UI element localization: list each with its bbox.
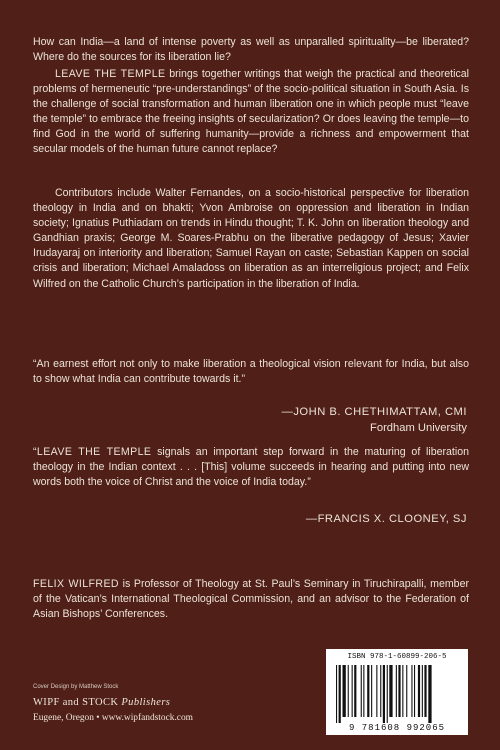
- book-description: [33, 67, 469, 158]
- bio-text: is Professor of Theology at St. Paul’s Seminary in Tiruchirapalli, member of the Vatican’s International Theological Commission, and an advisor to the Federation of Asian Bishops’ Conferences.: [33, 578, 469, 621]
- barcode: [326, 649, 468, 735]
- publisher-logo: WIPF and STOCK Publishers: [33, 697, 171, 708]
- book-title: LEAVE THE TEMPLE: [55, 68, 166, 80]
- isbn-label: ISBN 978-1-60899-206-5: [347, 653, 447, 661]
- description-text: brings together writings that weigh the practical and theoretical problems of hermeneutic “pre-understandings” of the socio-political situation in South Asia. Is the challenge of social transformation and human liberation one in which people must “leave the temple” to embrace the freeing insights of secularization? Or does leaving the temple—to find God in the world of suffering humanity—provide a richness and empowerment that secular models of the human future cannot replace?: [33, 68, 469, 156]
- publisher-location: Eugene, Oregon • www.wipfandstock.com: [33, 713, 193, 723]
- endorsement-quote-1: “An earnest effort not only to make liberation a theological vision relevant for India, but also to show what India can contribute towards it.”: [33, 358, 469, 386]
- contributors-paragraph: Contributors include Walter Fernandes, on a socio-historical perspective for liberation theology in India and on bhakti; Yvon Ambroise on oppression and liberation in Indian society; Ignatius Puthiadam on trends in Hindu thought; T. K. John on liberation theology and Gandhian praxis; George M. Soares-Prabhu on the liberative pedagogy of Jesus; Xavier Irudayaraj on interiority and liberation; Samuel Rayan on caste; Sebastian Kappen on social crisis and liberation; Michael Amaladoss on liberation as an interreligious project; and Felix Wilfred on the Catholic Church’s participation in the liberation of India.: [33, 187, 469, 290]
- barcode-bars: [336, 665, 458, 723]
- quote-2-text: signals an important step forward in the maturing of liberation theology in the Indian context . . . [This] volume succeeds in hearing and putting into new words both the voice of Christ and the voice of India today.”: [33, 446, 469, 489]
- endorsement-author-2: —FRANCIS X. CLOONEY, SJ: [305, 513, 467, 525]
- quote-book-title: “LEAVE THE TEMPLE: [33, 446, 152, 458]
- cover-design-credit: Cover Design by Matthew Stock: [33, 684, 119, 690]
- author-name: FELIX WILFRED: [33, 578, 119, 590]
- endorsement-quote-2: [33, 445, 469, 490]
- intro-question: How can India—a land of intense poverty as well as unparalled spirituality—be liberated? Where do the sources for its liberation lie?: [33, 36, 469, 64]
- author-bio: [33, 577, 469, 622]
- endorsement-affiliation-1: Fordham University: [370, 422, 467, 434]
- endorsement-author-1: —JOHN B. CHETHIMATTAM, CMI: [281, 406, 467, 418]
- barcode-digits: 9 781608 992065: [348, 723, 445, 733]
